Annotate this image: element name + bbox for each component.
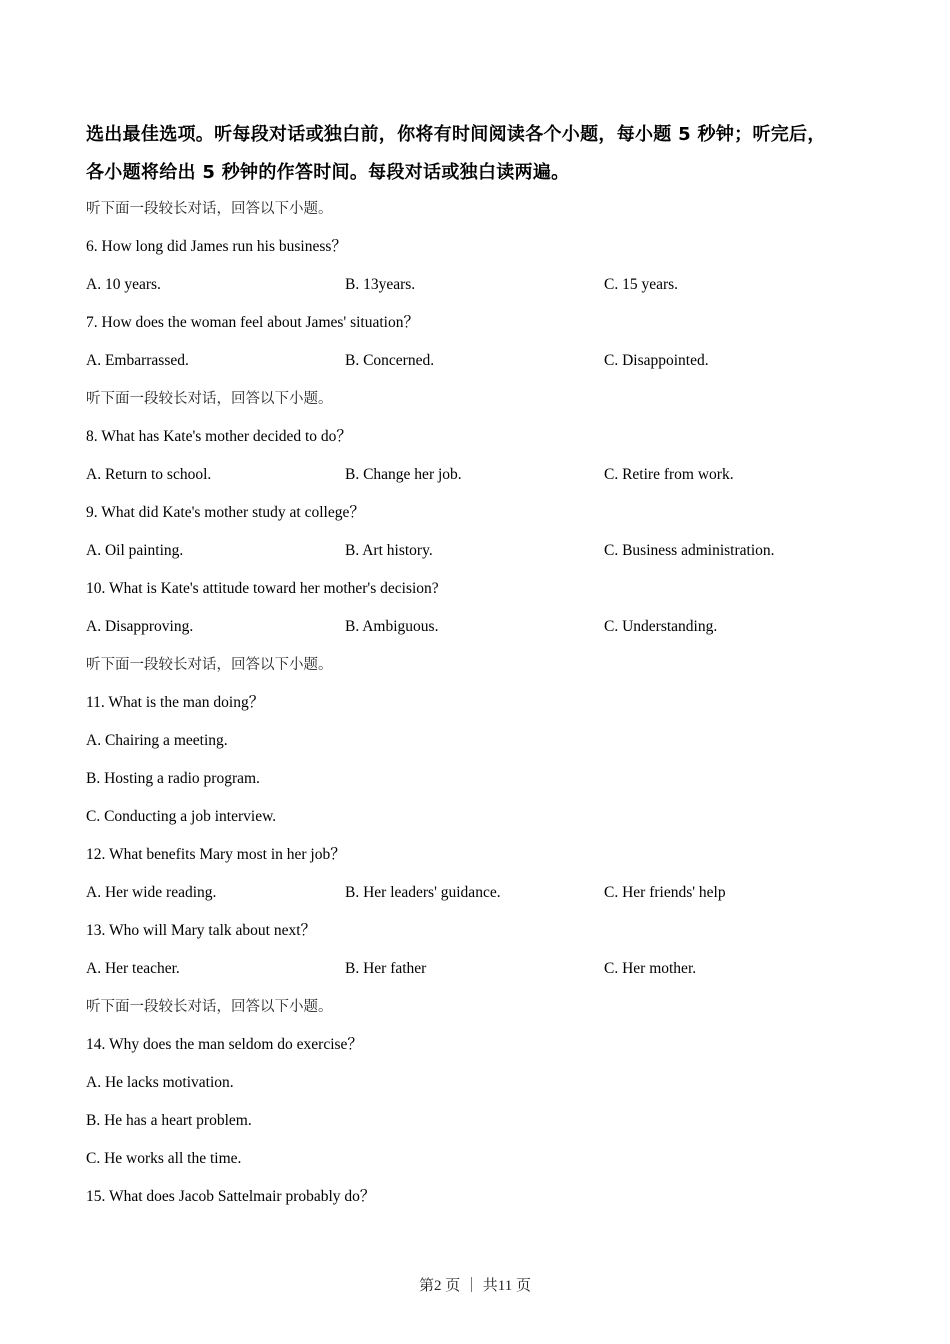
question-13-option-c: C. Her mother. [604,960,697,977]
question-13-option-b: B. Her father [345,960,427,977]
question-11-option-c: C. Conducting a job interview. [86,808,277,825]
question-9-option-c: C. Business administration. [604,542,775,559]
question-12-option-a: A. Her wide reading. [86,884,217,901]
question-6-option-b: B. 13years. [345,276,416,293]
question-7-option-b: B. Concerned. [345,352,435,369]
question-14-option-a: A. He lacks motivation. [86,1074,234,1091]
question-9-stem: 9. What did Kate's mother study at college？ [86,504,365,521]
question-8-option-c: C. Retire from work. [604,466,734,483]
directions-line-1: 选出最佳选项。听每段对话或独白前，你将有时间阅读各个小题，每小题 5 秒钟；听完后， [86,124,826,145]
question-8-option-a: A. Return to school. [86,466,212,483]
question-10-option-a: A. Disapproving. [86,618,194,635]
section-instruction: 听下面一段较长对话，回答以下小题。 [86,999,333,1015]
question-13-option-a: A. Her teacher. [86,960,180,977]
question-7-option-a: A. Embarrassed. [86,352,189,369]
question-13-stem: 13. Who will Mary talk about next？ [86,922,317,939]
section-instruction: 听下面一段较长对话，回答以下小题。 [86,391,333,407]
section-instruction: 听下面一段较长对话，回答以下小题。 [86,657,333,673]
question-12-option-b: B. Her leaders' guidance. [345,884,501,901]
question-14-option-c: C. He works all the time. [86,1150,242,1167]
question-14-option-b: B. He has a heart problem. [86,1112,252,1129]
question-11-stem: 11. What is the man doing？ [86,694,265,711]
question-14-stem: 14. Why does the man seldom do exercise？ [86,1036,363,1053]
question-9-option-b: B. Art history. [345,542,433,559]
section-instruction: 听下面一段较长对话，回答以下小题。 [86,201,333,217]
question-8-stem: 8. What has Kate's mother decided to do？ [86,428,352,445]
section-directions [86,116,866,192]
question-11-option-a: A. Chairing a meeting. [86,732,228,749]
question-7-stem: 7. How does the woman feel about James' situation？ [86,314,419,331]
directions-line-2: 各小题将给出 5 秒钟的作答时间。每段对话或独白读两遍。 [86,162,570,183]
question-9-option-a: A. Oil painting. [86,542,184,559]
question-12-option-c: C. Her friends' help [604,884,726,901]
question-8-option-b: B. Change her job. [345,466,462,483]
question-7-option-c: C. Disappointed. [604,352,709,369]
question-10-option-c: C. Understanding. [604,618,718,635]
question-11-option-b: B. Hosting a radio program. [86,770,260,787]
question-12-stem: 12. What benefits Mary most in her job？ [86,846,346,863]
page-number-footer: 第2 页 ｜ 共11 页 [419,1278,531,1294]
question-6-option-a: A. 10 years. [86,276,161,293]
question-10-option-b: B. Ambiguous. [345,618,439,635]
question-6-stem: 6. How long did James run his business？ [86,238,347,255]
question-15-stem: 15. What does Jacob Sattelmair probably do？ [86,1188,376,1205]
question-6-option-c: C. 15 years. [604,276,679,293]
question-10-stem: 10. What is Kate's attitude toward her mother's decision? [86,580,439,597]
